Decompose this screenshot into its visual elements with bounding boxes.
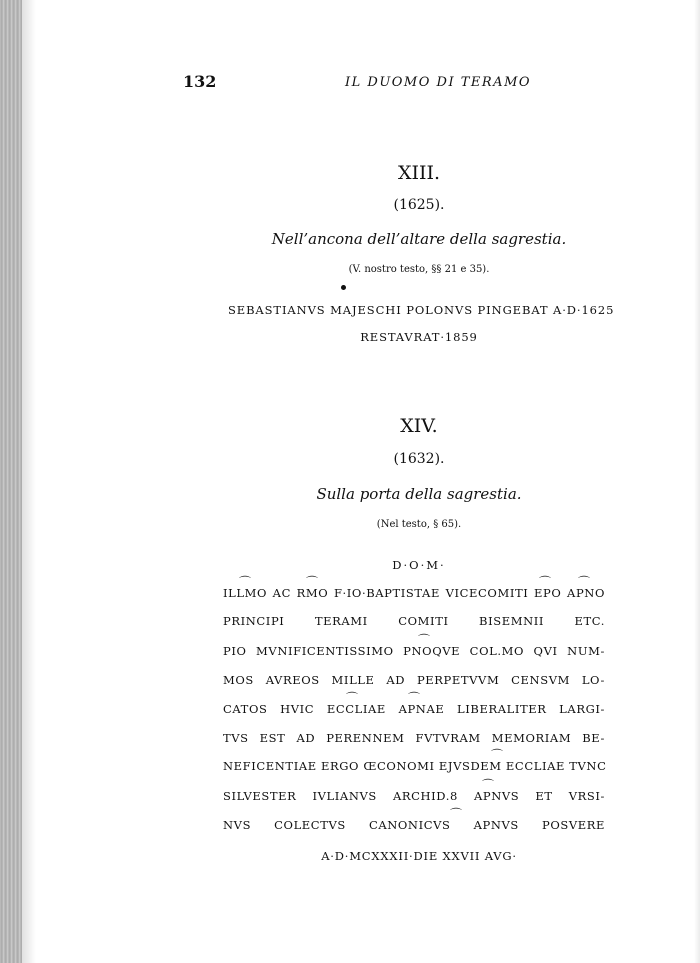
inscription-line: ILLMO AC RMO F·IO·BAPTISTAE VICECOMITI EPO APNO bbox=[223, 586, 605, 600]
inscription-line: NEFICENTIAE ERGO ŒCONOMI EJVSDEM ECCLIAE TVNC bbox=[223, 759, 607, 773]
inscription-line: A·D·MCXXXII·DIE XXVII AVG· bbox=[321, 849, 517, 863]
inscription-line: TVS EST AD PERENNEM FVTVRAM MEMORIAM BE- bbox=[223, 731, 605, 745]
section-numeral: XIV. bbox=[400, 415, 438, 437]
abbreviation-mark: ⌒ bbox=[418, 633, 431, 647]
inscription-line: PRINCIPI TERAMI COMITI BISEMNII ETC. bbox=[223, 614, 605, 628]
inscription-line: CATOS HVIC ECCLIAE APNAE LIBERALITER LARGI- bbox=[223, 702, 605, 716]
bullet-mark bbox=[341, 285, 346, 290]
abbreviation-mark: ⌒ bbox=[450, 807, 463, 821]
section-reference: (Nel testo, § 65). bbox=[376, 519, 462, 530]
section-reference: (V. nostro testo, §§ 21 e 35). bbox=[348, 264, 490, 275]
section-year: (1625). bbox=[393, 197, 445, 213]
section-numeral: XIII. bbox=[397, 162, 441, 184]
page-number: 132 bbox=[183, 72, 217, 91]
abbreviation-mark: ⌒ bbox=[491, 748, 504, 762]
abbreviation-mark: ⌒ bbox=[578, 575, 591, 589]
inscription-line: SILVESTER IVLIANVS ARCHID.8 APNVS ET VRSI- bbox=[223, 789, 605, 803]
abbreviation-mark: ⌒ bbox=[539, 575, 552, 589]
section-year: (1632). bbox=[393, 451, 445, 467]
inscription-line: NVS COLECTVS CANONICVS APNVS POSVERE bbox=[223, 818, 605, 832]
book-binding-edge bbox=[0, 0, 22, 963]
abbreviation-mark: ⌒ bbox=[239, 575, 252, 589]
abbreviation-mark: ⌒ bbox=[346, 691, 359, 705]
dedication-line: D·O·M· bbox=[392, 558, 446, 572]
inscription-line: PIO MVNIFICENTISSIMO PNOQVE COL.MO QVI NUM- bbox=[223, 644, 605, 658]
page-edge bbox=[694, 0, 700, 963]
inscription-line: SEBASTIANVS MAJESCHI POLONVS PINGEBAT A·D·1625 bbox=[228, 303, 615, 317]
abbreviation-mark: ⌒ bbox=[482, 778, 495, 792]
running-head: IL DUOMO DI TERAMO bbox=[345, 75, 532, 90]
inscription-line: RESTAVRAT·1859 bbox=[360, 330, 478, 344]
inscription-line: MOS AVREOS MILLE AD PERPETVVM CENSVM LO- bbox=[223, 673, 605, 687]
section-caption: Nell’ancona dell’altare della sagrestia. bbox=[271, 230, 567, 248]
abbreviation-mark: ⌒ bbox=[408, 691, 421, 705]
section-caption: Sulla porta della sagrestia. bbox=[316, 485, 522, 503]
gutter-shadow bbox=[22, 0, 36, 963]
abbreviation-mark: ⌒ bbox=[306, 575, 319, 589]
